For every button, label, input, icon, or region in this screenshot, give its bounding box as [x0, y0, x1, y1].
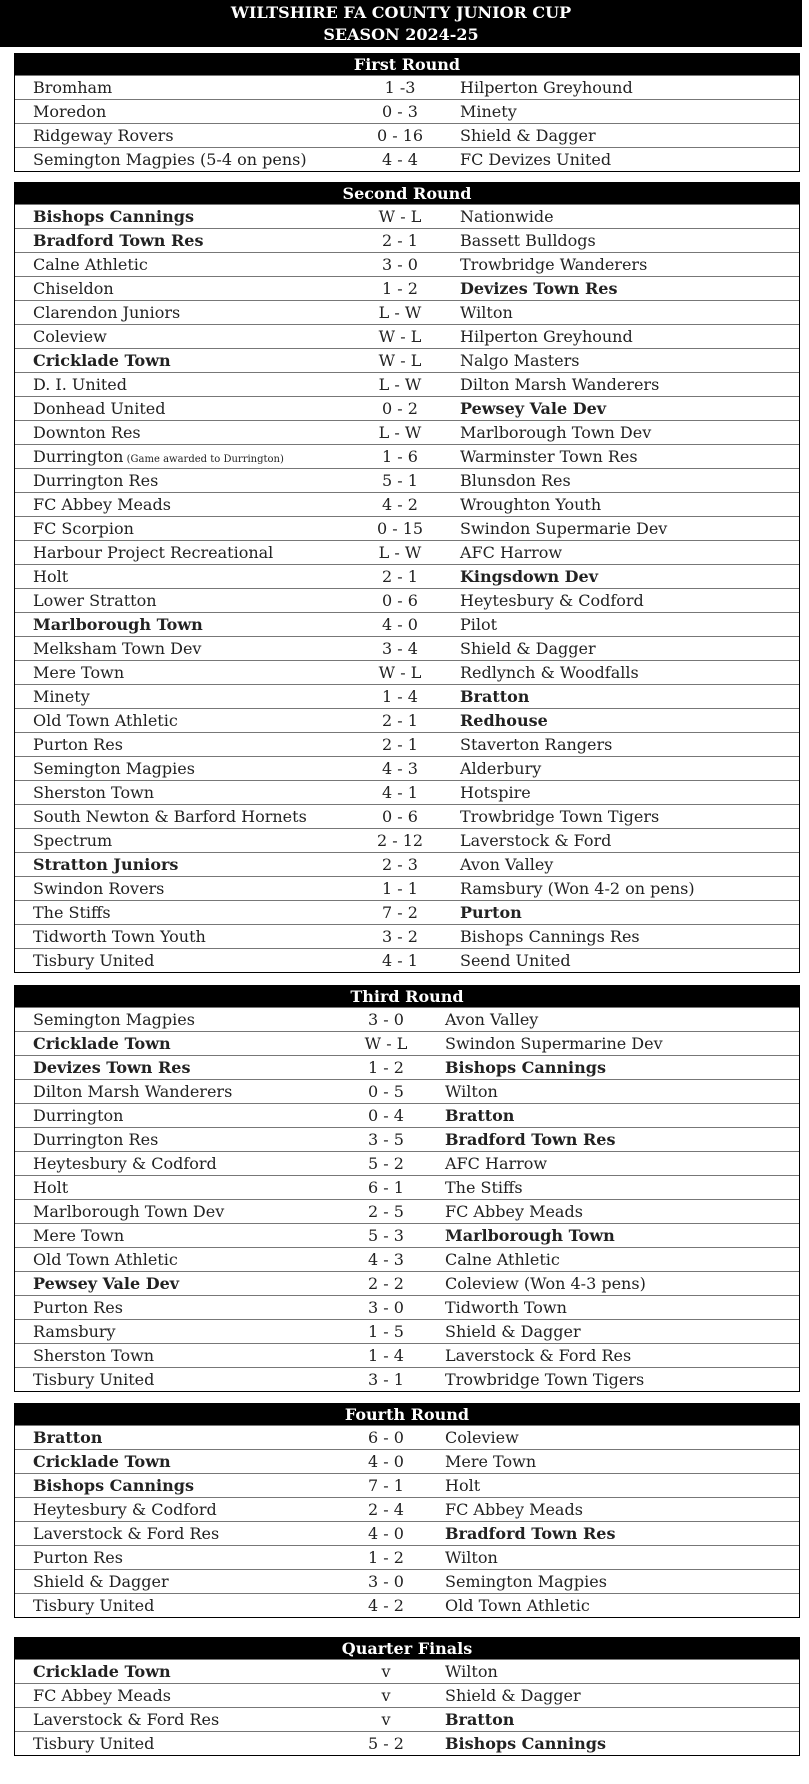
- away-team: FC Abbey Meads: [445, 1500, 583, 1519]
- match-row: [15, 1103, 799, 1127]
- match-score: 2 - 1: [382, 711, 418, 730]
- match-score: W - L: [378, 207, 422, 226]
- away-team: Shield & Dagger: [445, 1322, 581, 1341]
- match-row: [15, 348, 799, 372]
- match-row: [15, 1497, 799, 1521]
- match-score: 2 - 5: [368, 1202, 404, 1221]
- away-team: The Stiffs: [445, 1178, 523, 1197]
- home-team: D. I. United: [33, 375, 127, 394]
- match-row: [15, 75, 799, 99]
- home-team: Bradford Town Res: [33, 231, 204, 250]
- match-row: [15, 828, 799, 852]
- round-heading: Quarter Finals: [15, 1638, 799, 1659]
- match-score: 1 - 1: [382, 879, 418, 898]
- away-team: Hilperton Greyhound: [460, 327, 633, 346]
- home-team: Swindon Rovers: [33, 879, 165, 898]
- match-score: 4 - 3: [368, 1250, 404, 1269]
- match-row: [15, 300, 799, 324]
- away-team: Bishops Cannings Res: [460, 927, 640, 946]
- away-team: Avon Valley: [460, 855, 554, 874]
- home-team: Purton Res: [33, 735, 123, 754]
- match-note: (Game awarded to Durrington): [123, 454, 284, 465]
- match-score: v: [381, 1686, 391, 1705]
- match-row: [15, 1151, 799, 1175]
- home-team: Tisbury United: [33, 1596, 155, 1615]
- match-score: W - L: [378, 351, 422, 370]
- match-row: [15, 228, 799, 252]
- home-team: Bishops Cannings: [33, 1476, 194, 1495]
- match-score: 0 - 6: [382, 807, 418, 826]
- away-team: Bratton: [445, 1710, 515, 1729]
- match-score: 1 - 4: [368, 1346, 404, 1365]
- home-team: Chiseldon: [33, 279, 114, 298]
- match-score: 0 - 4: [368, 1106, 404, 1125]
- match-score: 2 - 3: [382, 855, 418, 874]
- match-row: [15, 1473, 799, 1497]
- away-team: Laverstock & Ford: [460, 831, 612, 850]
- away-team: Alderbury: [460, 759, 542, 778]
- match-row: [15, 900, 799, 924]
- away-team: Marlborough Town Dev: [460, 423, 652, 442]
- match-row: [15, 1247, 799, 1271]
- home-team: Sherston Town: [33, 783, 155, 802]
- match-score: 6 - 1: [368, 1178, 404, 1197]
- match-score: 3 - 5: [368, 1130, 404, 1149]
- match-row: [15, 1659, 799, 1683]
- match-row: [15, 732, 799, 756]
- match-row: [15, 1449, 799, 1473]
- home-team: Donhead United: [33, 399, 166, 418]
- home-team: Heytesbury & Codford: [33, 1500, 217, 1519]
- away-team: Bradford Town Res: [445, 1130, 616, 1149]
- match-row: [15, 1127, 799, 1151]
- away-team: Trowbridge Town Tigers: [460, 807, 660, 826]
- away-team: Pewsey Vale Dev: [460, 399, 607, 418]
- match-score: L - W: [378, 543, 422, 562]
- match-score: 1 - 5: [368, 1322, 404, 1341]
- match-score: 0 - 5: [368, 1082, 404, 1101]
- away-team: Bratton: [445, 1106, 515, 1125]
- match-score: 3 - 0: [368, 1572, 404, 1591]
- away-team: FC Devizes United: [460, 150, 612, 169]
- away-team: Purton: [460, 903, 522, 922]
- match-row: [15, 636, 799, 660]
- away-team: Tidworth Town: [445, 1298, 567, 1317]
- away-team: AFC Harrow: [460, 543, 563, 562]
- match-row: [15, 204, 799, 228]
- round-heading: Third Round: [15, 986, 799, 1007]
- away-team: Dilton Marsh Wanderers: [460, 375, 660, 394]
- home-team: Coleview: [33, 327, 107, 346]
- match-row: [15, 1593, 799, 1617]
- home-team: Bromham: [33, 78, 113, 97]
- match-score: L - W: [378, 303, 422, 322]
- match-score: 3 - 0: [382, 255, 418, 274]
- home-team: Mere Town: [33, 1226, 125, 1245]
- match-row: [15, 1683, 799, 1707]
- away-team: Coleview (Won 4-3 pens): [445, 1274, 646, 1293]
- home-team: Sherston Town: [33, 1346, 155, 1365]
- away-team: Shield & Dagger: [460, 639, 596, 658]
- home-team: Heytesbury & Codford: [33, 1154, 217, 1173]
- match-row: [15, 1175, 799, 1199]
- match-score: v: [381, 1710, 391, 1729]
- round-second-round: [14, 182, 800, 973]
- match-score: 3 - 0: [368, 1010, 404, 1029]
- match-row: [15, 324, 799, 348]
- match-score: 4 - 1: [382, 951, 418, 970]
- match-score: 1 - 4: [382, 687, 418, 706]
- competition-title: WILTSHIRE FA COUNTY JUNIOR CUP: [230, 3, 572, 22]
- home-team: Bratton: [33, 1428, 103, 1447]
- round-third-round: [14, 985, 800, 1392]
- match-row: [15, 1343, 799, 1367]
- round-quarter-finals: [14, 1637, 800, 1756]
- home-team: Stratton Juniors: [33, 855, 179, 874]
- match-score: v: [381, 1662, 391, 1681]
- match-score: 4 - 3: [382, 759, 418, 778]
- away-team: Hilperton Greyhound: [460, 78, 633, 97]
- home-team: FC Abbey Meads: [33, 495, 171, 514]
- match-score: 4 - 0: [368, 1524, 404, 1543]
- match-score: 2 - 12: [376, 831, 424, 850]
- match-score: 5 - 3: [368, 1226, 404, 1245]
- away-team: Holt: [445, 1476, 481, 1495]
- home-team: Ramsbury: [33, 1322, 116, 1341]
- away-team: Mere Town: [445, 1452, 537, 1471]
- match-score: 0 - 15: [376, 519, 424, 538]
- match-row: [15, 1367, 799, 1391]
- home-team: Semington Magpies: [33, 1010, 195, 1029]
- away-team: Wilton: [460, 303, 513, 322]
- match-row: [15, 1271, 799, 1295]
- match-row: [15, 612, 799, 636]
- home-team: Mere Town: [33, 663, 125, 682]
- round-fourth-round: [14, 1403, 800, 1618]
- home-team: Harbour Project Recreational: [33, 543, 274, 562]
- match-row: [15, 516, 799, 540]
- away-team: Bishops Cannings: [445, 1734, 606, 1753]
- home-team: Cricklade Town: [33, 1452, 171, 1471]
- home-team: Cricklade Town: [33, 351, 171, 370]
- match-score: 2 - 4: [368, 1500, 404, 1519]
- away-team: Blunsdon Res: [460, 471, 571, 490]
- home-team: South Newton & Barford Hornets: [33, 807, 307, 826]
- match-row: [15, 708, 799, 732]
- away-team: Shield & Dagger: [460, 126, 596, 145]
- away-team: Seend United: [460, 951, 571, 970]
- home-team: Moredon: [33, 102, 107, 121]
- away-team: Shield & Dagger: [445, 1686, 581, 1705]
- match-row: [15, 684, 799, 708]
- match-score: 1 - 2: [368, 1058, 404, 1077]
- round-first-round: [14, 53, 800, 172]
- away-team: Bishops Cannings: [445, 1058, 606, 1077]
- match-score: 4 - 1: [382, 783, 418, 802]
- match-score: W - L: [364, 1034, 408, 1053]
- home-team: Durrington: [33, 1106, 124, 1125]
- home-team: Melksham Town Dev: [33, 639, 202, 658]
- match-score: 5 - 2: [368, 1734, 404, 1753]
- match-row: [15, 1031, 799, 1055]
- home-team: Tisbury United: [33, 951, 155, 970]
- away-team: Ramsbury (Won 4-2 on pens): [460, 879, 695, 898]
- home-team: Marlborough Town Dev: [33, 1202, 225, 1221]
- away-team: Redhouse: [460, 711, 548, 730]
- match-row: [15, 948, 799, 972]
- away-team: Devizes Town Res: [460, 279, 618, 298]
- round-heading: Second Round: [15, 183, 799, 204]
- match-score: 2 - 1: [382, 231, 418, 250]
- match-score: 3 - 2: [382, 927, 418, 946]
- match-score: 3 - 4: [382, 639, 418, 658]
- match-score: 2 - 1: [382, 735, 418, 754]
- home-team: The Stiffs: [33, 903, 111, 922]
- match-row: [15, 372, 799, 396]
- away-team: Laverstock & Ford Res: [445, 1346, 632, 1365]
- home-team: Holt: [33, 1178, 69, 1197]
- away-team: Heytesbury & Codford: [460, 591, 644, 610]
- match-score: 7 - 1: [368, 1476, 404, 1495]
- match-score: 2 - 2: [368, 1274, 404, 1293]
- match-score: 1 - 6: [382, 447, 418, 466]
- home-team: Durrington Res: [33, 471, 159, 490]
- home-team: Semington Magpies (5-4 on pens): [33, 150, 307, 169]
- match-row: [15, 1569, 799, 1593]
- away-team: Calne Athletic: [445, 1250, 560, 1269]
- away-team: Minety: [460, 102, 517, 121]
- away-team: Bassett Bulldogs: [460, 231, 596, 250]
- match-row: [15, 1545, 799, 1569]
- away-team: Bratton: [460, 687, 530, 706]
- match-score: 7 - 2: [382, 903, 418, 922]
- match-row: [15, 540, 799, 564]
- match-score: 0 - 16: [376, 126, 424, 145]
- match-row: [15, 1295, 799, 1319]
- match-row: [15, 1223, 799, 1247]
- home-team: Old Town Athletic: [33, 1250, 178, 1269]
- home-team: Ridgeway Rovers: [33, 126, 174, 145]
- home-team: Tidworth Town Youth: [33, 927, 206, 946]
- match-score: 3 - 0: [368, 1298, 404, 1317]
- match-row: [15, 1707, 799, 1731]
- away-team: FC Abbey Meads: [445, 1202, 583, 1221]
- match-score: 5 - 1: [382, 471, 418, 490]
- away-team: Hotspire: [460, 783, 531, 802]
- home-team: Durrington Res: [33, 1130, 159, 1149]
- match-score: 4 - 0: [368, 1452, 404, 1471]
- away-team: Avon Valley: [445, 1010, 539, 1029]
- match-score: 2 - 1: [382, 567, 418, 586]
- match-score: L - W: [378, 375, 422, 394]
- away-team: Kingsdown Dev: [460, 567, 598, 586]
- match-row: [15, 420, 799, 444]
- match-row: [15, 1425, 799, 1449]
- away-team: Coleview: [445, 1428, 519, 1447]
- home-team: Lower Stratton: [33, 591, 157, 610]
- home-team: Durrington (Game awarded to Durrington): [33, 447, 284, 466]
- away-team: Nationwide: [460, 207, 554, 226]
- match-score: 1 -3: [384, 78, 416, 97]
- match-row: [15, 276, 799, 300]
- home-team: FC Abbey Meads: [33, 1686, 171, 1705]
- match-row: [15, 444, 799, 468]
- match-row: [15, 756, 799, 780]
- home-team: Shield & Dagger: [33, 1572, 169, 1591]
- match-row: [15, 147, 799, 171]
- home-team: Tisbury United: [33, 1734, 155, 1753]
- home-team: Calne Athletic: [33, 255, 148, 274]
- away-team: Wilton: [445, 1662, 498, 1681]
- home-team: Holt: [33, 567, 69, 586]
- home-team: Old Town Athletic: [33, 711, 178, 730]
- match-row: [15, 588, 799, 612]
- match-row: [15, 492, 799, 516]
- home-team: Bishops Cannings: [33, 207, 194, 226]
- season-label: SEASON 2024-25: [323, 25, 479, 44]
- match-row: [15, 1007, 799, 1031]
- match-row: [15, 1055, 799, 1079]
- match-score: 5 - 2: [368, 1154, 404, 1173]
- match-row: [15, 1521, 799, 1545]
- match-score: 0 - 6: [382, 591, 418, 610]
- round-heading: First Round: [15, 54, 799, 75]
- home-team: Purton Res: [33, 1548, 123, 1567]
- home-team: Pewsey Vale Dev: [33, 1274, 180, 1293]
- away-team: AFC Harrow: [445, 1154, 548, 1173]
- away-team: Trowbridge Town Tigers: [445, 1370, 645, 1389]
- home-team: Purton Res: [33, 1298, 123, 1317]
- match-score: 3 - 1: [368, 1370, 404, 1389]
- away-team: Marlborough Town: [445, 1226, 615, 1245]
- match-row: [15, 1199, 799, 1223]
- away-team: Nalgo Masters: [460, 351, 580, 370]
- match-score: W - L: [378, 663, 422, 682]
- home-team: Clarendon Juniors: [33, 303, 181, 322]
- home-team: Laverstock & Ford Res: [33, 1524, 220, 1543]
- away-team: Wroughton Youth: [460, 495, 602, 514]
- home-team: Spectrum: [33, 831, 113, 850]
- match-row: [15, 1731, 799, 1755]
- match-score: 1 - 2: [382, 279, 418, 298]
- page-title: [0, 0, 802, 47]
- home-team: Minety: [33, 687, 90, 706]
- match-row: [15, 876, 799, 900]
- match-row: [15, 1079, 799, 1103]
- away-team: Staverton Rangers: [460, 735, 613, 754]
- away-team: Old Town Athletic: [445, 1596, 590, 1615]
- home-team: Laverstock & Ford Res: [33, 1710, 220, 1729]
- away-team: Semington Magpies: [445, 1572, 607, 1591]
- home-team: Marlborough Town: [33, 615, 203, 634]
- match-score: 4 - 4: [382, 150, 418, 169]
- away-team: Wilton: [445, 1548, 498, 1567]
- away-team: Swindon Supermarie Dev: [460, 519, 668, 538]
- match-score: 0 - 2: [382, 399, 418, 418]
- match-score: 6 - 0: [368, 1428, 404, 1447]
- match-row: [15, 123, 799, 147]
- match-row: [15, 924, 799, 948]
- away-team: Warminster Town Res: [460, 447, 638, 466]
- match-row: [15, 852, 799, 876]
- match-row: [15, 660, 799, 684]
- match-row: [15, 252, 799, 276]
- home-team: Dilton Marsh Wanderers: [33, 1082, 233, 1101]
- match-score: 0 - 3: [382, 102, 418, 121]
- match-score: 4 - 2: [368, 1596, 404, 1615]
- match-row: [15, 99, 799, 123]
- match-row: [15, 1319, 799, 1343]
- home-team: Semington Magpies: [33, 759, 195, 778]
- match-row: [15, 804, 799, 828]
- away-team: Trowbridge Wanderers: [460, 255, 648, 274]
- home-team: FC Scorpion: [33, 519, 134, 538]
- match-score: 1 - 2: [368, 1548, 404, 1567]
- match-score: W - L: [378, 327, 422, 346]
- home-team: Tisbury United: [33, 1370, 155, 1389]
- match-row: [15, 564, 799, 588]
- away-team: Bradford Town Res: [445, 1524, 616, 1543]
- match-score: 4 - 0: [382, 615, 418, 634]
- away-team: Swindon Supermarine Dev: [445, 1034, 663, 1053]
- away-team: Wilton: [445, 1082, 498, 1101]
- home-team: Cricklade Town: [33, 1034, 171, 1053]
- match-row: [15, 396, 799, 420]
- match-score: 4 - 2: [382, 495, 418, 514]
- round-heading: Fourth Round: [15, 1404, 799, 1425]
- match-row: [15, 468, 799, 492]
- away-team: Pilot: [460, 615, 498, 634]
- match-row: [15, 780, 799, 804]
- home-team: Downton Res: [33, 423, 141, 442]
- away-team: Redlynch & Woodfalls: [460, 663, 639, 682]
- match-score: L - W: [378, 423, 422, 442]
- home-team: Cricklade Town: [33, 1662, 171, 1681]
- home-team: Devizes Town Res: [33, 1058, 191, 1077]
